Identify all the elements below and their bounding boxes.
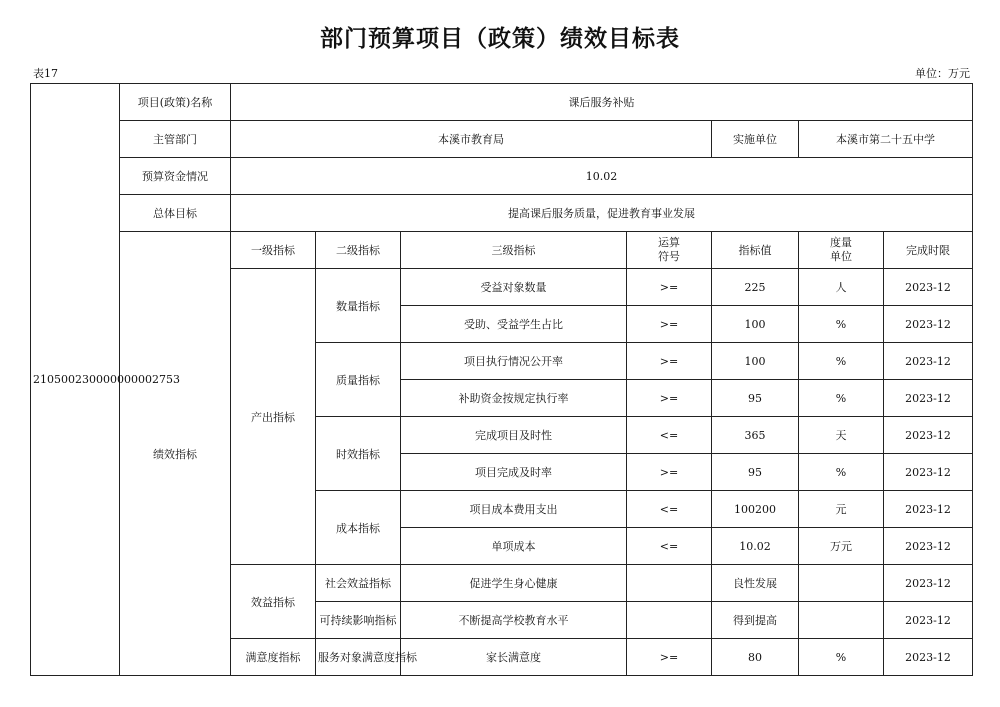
indicator-operator: >= [627,639,712,676]
header-operator-line2: 符号 [658,250,680,263]
level1-output: 产出指标 [231,269,316,565]
level2-cost: 成本指标 [316,491,401,565]
indicator-unit [799,602,884,639]
project-name-value: 课后服务补贴 [231,84,973,121]
indicator-name: 家长满意度 [401,639,627,676]
indicator-unit: 万元 [799,528,884,565]
overall-goal-row [31,195,973,232]
header-operator-line1: 运算 [658,236,680,249]
indicator-value: 10.02 [712,528,799,565]
level2-quantity: 数量指标 [316,269,401,343]
indicator-unit: % [799,639,884,676]
indicator-value: 得到提高 [712,602,799,639]
implementing-unit-label: 实施单位 [712,121,799,158]
budget-value: 10.02 [231,158,973,195]
indicator-deadline: 2023-12 [884,380,973,417]
indicator-deadline: 2023-12 [884,639,973,676]
indicator-unit [799,565,884,602]
indicator-unit: % [799,306,884,343]
header-level1: 一级指标 [231,232,316,269]
indicator-unit: 人 [799,269,884,306]
indicator-deadline: 2023-12 [884,565,973,602]
header-measure-unit [799,232,884,269]
level2-sustain: 可持续影响指标 [316,602,401,639]
level2-service: 服务对象满意度指标 [316,639,401,676]
indicator-name: 受助、受益学生占比 [401,306,627,343]
header-level3: 三级指标 [401,232,627,269]
indicator-deadline: 2023-12 [884,491,973,528]
table-number: 表17 [33,67,58,80]
indicator-value: 95 [712,454,799,491]
indicator-value: 100 [712,306,799,343]
overall-goal-value: 提高课后服务质量，促进教育事业发展 [231,195,973,232]
department-label: 主管部门 [120,121,231,158]
indicator-value: 100200 [712,491,799,528]
indicator-name: 补助资金按规定执行率 [401,380,627,417]
header-deadline: 完成时限 [884,232,973,269]
indicator-name: 项目成本费用支出 [401,491,627,528]
indicator-deadline: 2023-12 [884,417,973,454]
indicator-operator: >= [627,269,712,306]
indicator-operator: <= [627,491,712,528]
unit-label: 单位：万元 [915,67,970,80]
indicator-name: 受益对象数量 [401,269,627,306]
indicator-unit: % [799,343,884,380]
implementing-unit-value: 本溪市第二十五中学 [799,121,973,158]
level1-benefit: 效益指标 [231,565,316,639]
indicator-operator: <= [627,417,712,454]
indicator-header-row [31,232,973,269]
budget-label: 预算资金情况 [120,158,231,195]
indicator-deadline: 2023-12 [884,602,973,639]
level2-quality: 质量指标 [316,343,401,417]
indicator-deadline: 2023-12 [884,528,973,565]
page-title: 部门预算项目（政策）绩效目标表 [320,26,680,52]
indicator-deadline: 2023-12 [884,343,973,380]
indicator-operator: >= [627,380,712,417]
indicator-operator: >= [627,343,712,380]
indicator-name: 促进学生身心健康 [401,565,627,602]
indicator-unit: % [799,380,884,417]
indicator-operator: <= [627,528,712,565]
indicator-value: 良性发展 [712,565,799,602]
indicator-deadline: 2023-12 [884,306,973,343]
performance-indicators-label: 绩效指标 [120,232,231,676]
indicator-operator [627,602,712,639]
indicator-name: 项目执行情况公开率 [401,343,627,380]
indicator-value: 95 [712,380,799,417]
project-name-label: 项目(政策)名称 [120,84,231,121]
indicator-name: 单项成本 [401,528,627,565]
indicator-deadline: 2023-12 [884,454,973,491]
header-measure-line1: 度量 [830,236,852,249]
indicator-unit: 元 [799,491,884,528]
project-name-row [31,84,973,121]
overall-goal-label: 总体目标 [120,195,231,232]
level1-satisfaction: 满意度指标 [231,639,316,676]
indicator-operator [627,565,712,602]
indicator-value: 225 [712,269,799,306]
indicator-unit: 天 [799,417,884,454]
header-value: 指标值 [712,232,799,269]
indicator-name: 项目完成及时率 [401,454,627,491]
indicator-value: 365 [712,417,799,454]
header-level2: 二级指标 [316,232,401,269]
level2-timeliness: 时效指标 [316,417,401,491]
performance-goal-table [30,83,973,676]
project-code: 210500230000000002753 [31,84,120,676]
indicator-value: 80 [712,639,799,676]
indicator-operator: >= [627,306,712,343]
level2-social: 社会效益指标 [316,565,401,602]
department-value: 本溪市教育局 [231,121,712,158]
header-measure-line2: 单位 [830,250,852,263]
indicator-name: 不断提高学校教育水平 [401,602,627,639]
department-row [31,121,973,158]
indicator-operator: >= [627,454,712,491]
indicator-name: 完成项目及时性 [401,417,627,454]
indicator-unit: % [799,454,884,491]
header-operator [627,232,712,269]
indicator-value: 100 [712,343,799,380]
indicator-deadline: 2023-12 [884,269,973,306]
budget-row [31,158,973,195]
